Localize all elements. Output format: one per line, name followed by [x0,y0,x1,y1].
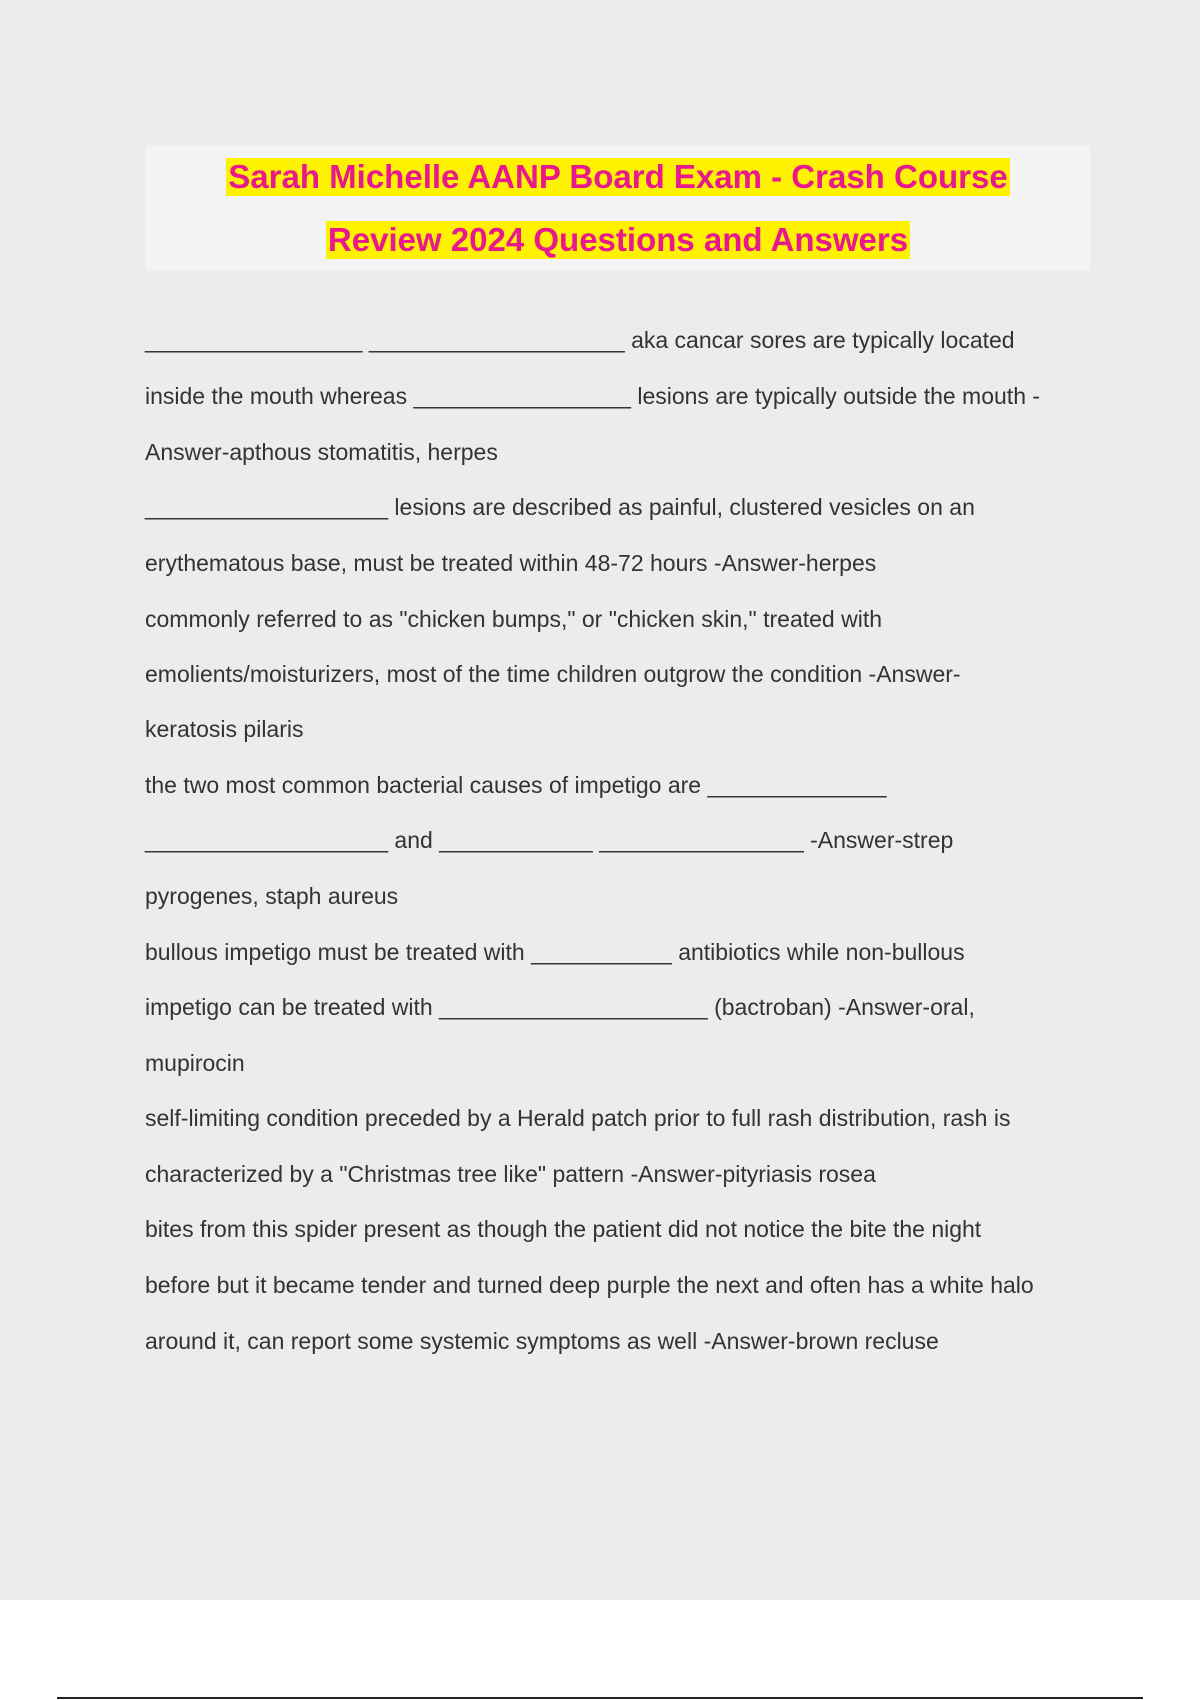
text-line: erythematous base, must be treated within 48-72 hours -Answer-herpes [145,550,877,576]
title-line-2: Review 2024 Questions and Answers [327,220,909,258]
text-line: pyrogenes, staph aureus [145,883,399,909]
title-row-1 [145,145,1091,208]
text-line: _________________ ____________________ aka cancar sores are typically located [145,327,1015,353]
text-line: commonly referred to as "chicken bumps," or "chicken skin," treated with [145,606,883,632]
text-line: emolients/moisturizers, most of the time children outgrow the condition -Answer- [145,661,961,687]
text-line: mupirocin [145,1050,245,1076]
text-line: bullous impetigo must be treated with ___________ antibiotics while non-bullous [145,939,965,965]
text-line: Answer-apthous stomatitis, herpes [145,439,498,465]
text-line: self-limiting condition preceded by a Herald patch prior to full rash distribution, rash is [145,1105,1011,1131]
text-line: ___________________ lesions are described as painful, clustered vesicles on an [145,494,975,520]
text-line: around it, can report some systemic symptoms as well -Answer-brown recluse [145,1328,939,1354]
text-line: inside the mouth whereas _________________ lesions are typically outside the mouth - [145,383,1041,409]
document-body [145,312,1095,1369]
text-line: keratosis pilaris [145,716,304,742]
text-line: the two most common bacterial causes of impetigo are ______________ [145,772,887,798]
text-line: bites from this spider present as though the patient did not notice the bite the night [145,1216,982,1242]
title-row-2 [145,208,1091,271]
text-line: impetigo can be treated with _____________________ (bactroban) -Answer-oral, [145,994,975,1020]
bottom-divider [57,1697,1143,1699]
text-line: ___________________ and ____________ ________________ -Answer-strep [145,827,954,853]
title-line-1: Sarah Michelle AANP Board Exam - Crash Course [228,157,1008,195]
text-line: before but it became tender and turned deep purple the next and often has a white halo [145,1272,1034,1298]
text-line: characterized by a "Christmas tree like" pattern -Answer-pityriasis rosea [145,1161,876,1187]
document-title [145,145,1091,271]
